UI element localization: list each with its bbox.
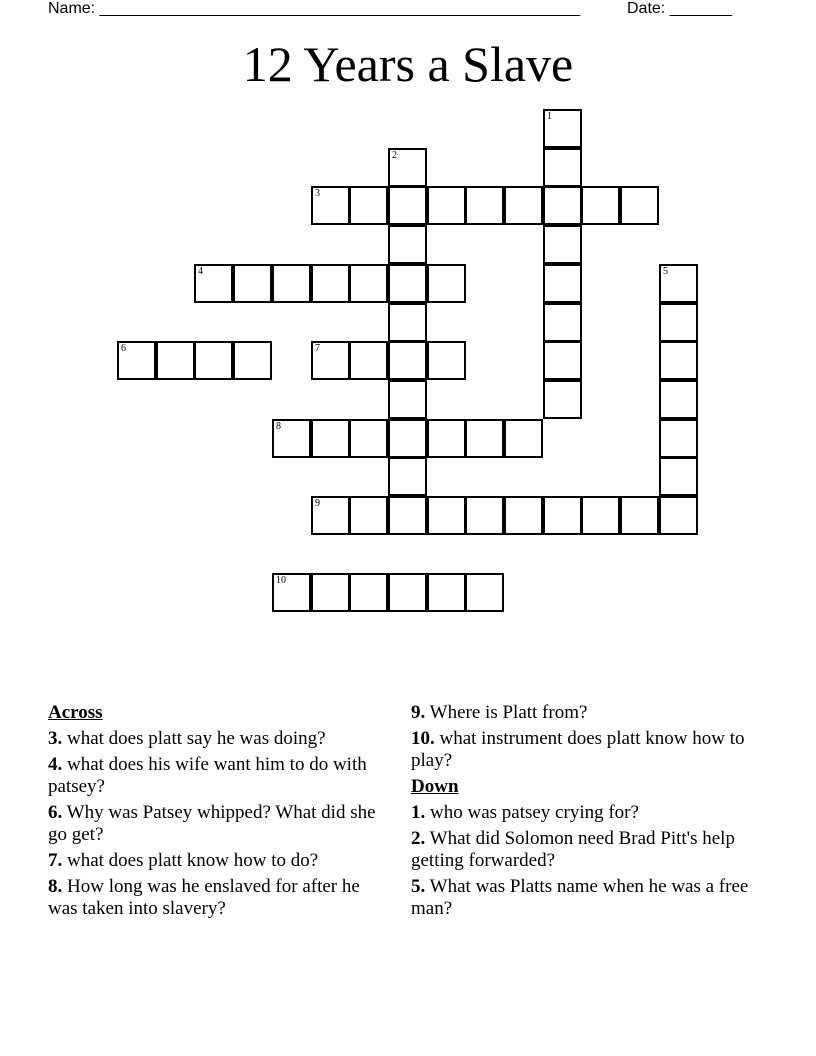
crossword-cell[interactable] [349, 419, 388, 458]
crossword-cell[interactable] [504, 496, 543, 535]
crossword-cell[interactable] [427, 341, 466, 380]
clue-across-4: 4. what does his wife want him to do with patsey? [48, 754, 367, 797]
clue-across-10: 10. what instrument does platt know how to play? [411, 728, 745, 771]
clue-number: 2 [392, 150, 397, 161]
crossword-cell[interactable] [427, 496, 466, 535]
crossword-cell[interactable] [659, 303, 698, 342]
crossword-cell[interactable] [659, 457, 698, 496]
clue-number: 8 [276, 421, 281, 432]
clue-across-6: 6. Why was Patsey whipped? What did she go get? [48, 802, 376, 845]
crossword-cell[interactable] [388, 573, 427, 612]
crossword-cell[interactable] [543, 496, 582, 535]
name-field-label: Name: ______________________________________________________ [48, 0, 581, 17]
crossword-cell[interactable] [465, 419, 504, 458]
crossword-cell[interactable] [388, 225, 427, 264]
clue-number: 9 [315, 498, 320, 509]
crossword-cell[interactable] [194, 264, 233, 303]
across-heading: Across [48, 702, 103, 723]
crossword-cell[interactable] [543, 341, 582, 380]
crossword-cell[interactable] [272, 419, 311, 458]
down-heading: Down [411, 776, 459, 797]
crossword-cell[interactable] [156, 341, 195, 380]
clue-number: 4 [198, 266, 203, 277]
clue-number: 5 [663, 266, 668, 277]
crossword-cell[interactable] [465, 573, 504, 612]
crossword-cell[interactable] [349, 264, 388, 303]
crossword-cell[interactable] [349, 573, 388, 612]
crossword-cell[interactable] [194, 341, 233, 380]
crossword-cell[interactable] [620, 186, 659, 225]
crossword-cell[interactable] [427, 264, 466, 303]
crossword-cell[interactable] [349, 186, 388, 225]
crossword-cell[interactable] [465, 186, 504, 225]
crossword-cell[interactable] [311, 419, 350, 458]
date-field-label: Date: _______ [627, 0, 732, 17]
clue-across-9: 9. Where is Platt from? [411, 702, 588, 723]
clue-number: 6 [121, 343, 126, 354]
crossword-cell[interactable] [581, 496, 620, 535]
clue-across-3: 3. what does platt say he was doing? [48, 728, 326, 749]
crossword-cell[interactable] [543, 109, 582, 148]
crossword-cell[interactable] [388, 186, 427, 225]
page-title: 12 Years a Slave [242, 36, 574, 92]
clues-column-left [48, 702, 383, 924]
crossword-cell[interactable] [465, 496, 504, 535]
crossword-cell[interactable] [311, 573, 350, 612]
crossword-cell[interactable] [504, 419, 543, 458]
crossword-cell[interactable] [388, 457, 427, 496]
crossword-cell[interactable] [388, 380, 427, 419]
crossword-cell[interactable] [388, 264, 427, 303]
clue-number: 7 [315, 343, 320, 354]
crossword-cell[interactable] [311, 341, 350, 380]
clue-across-8: 8. How long was he enslaved for after he was taken into slavery? [48, 876, 360, 919]
crossword-cell[interactable] [117, 341, 156, 380]
crossword-cell[interactable] [659, 341, 698, 380]
crossword-cell[interactable] [543, 303, 582, 342]
crossword-cell[interactable] [311, 264, 350, 303]
clue-number: 1 [547, 111, 552, 122]
crossword-cell[interactable] [659, 264, 698, 303]
clue-number: 3 [315, 188, 320, 199]
crossword-cell[interactable] [543, 264, 582, 303]
clue-down-5: 5. What was Platts name when he was a free man? [411, 876, 749, 919]
crossword-cell[interactable] [543, 148, 582, 187]
crossword-cell[interactable] [388, 303, 427, 342]
crossword-cell[interactable] [388, 496, 427, 535]
crossword-cell[interactable] [620, 496, 659, 535]
clues-column-right [411, 702, 756, 924]
crossword-cell[interactable] [659, 419, 698, 458]
clue-across-7: 7. what does platt know how to do? [48, 850, 319, 871]
crossword-cell[interactable] [233, 341, 272, 380]
clue-down-2: 2. What did Solomon need Brad Pitt's help getting forwarded? [411, 828, 735, 871]
crossword-cell[interactable] [349, 496, 388, 535]
crossword-cell[interactable] [659, 496, 698, 535]
crossword-cell[interactable] [311, 496, 350, 535]
crossword-cell[interactable] [659, 380, 698, 419]
crossword-cell[interactable] [388, 148, 427, 187]
crossword-cell[interactable] [388, 341, 427, 380]
crossword-cell[interactable] [543, 380, 582, 419]
crossword-cell[interactable] [272, 264, 311, 303]
crossword-cell[interactable] [543, 186, 582, 225]
crossword-cell[interactable] [427, 419, 466, 458]
crossword-cell[interactable] [581, 186, 620, 225]
crossword-cell[interactable] [427, 573, 466, 612]
crossword-cell[interactable] [272, 573, 311, 612]
crossword-cell[interactable] [311, 186, 350, 225]
clue-down-1: 1. who was patsey crying for? [411, 802, 639, 823]
crossword-cell[interactable] [504, 186, 543, 225]
crossword-cell[interactable] [233, 264, 272, 303]
crossword-cell[interactable] [543, 225, 582, 264]
crossword-cell[interactable] [427, 186, 466, 225]
crossword-cell[interactable] [388, 419, 427, 458]
crossword-cell[interactable] [349, 341, 388, 380]
clue-number: 10 [276, 575, 286, 586]
